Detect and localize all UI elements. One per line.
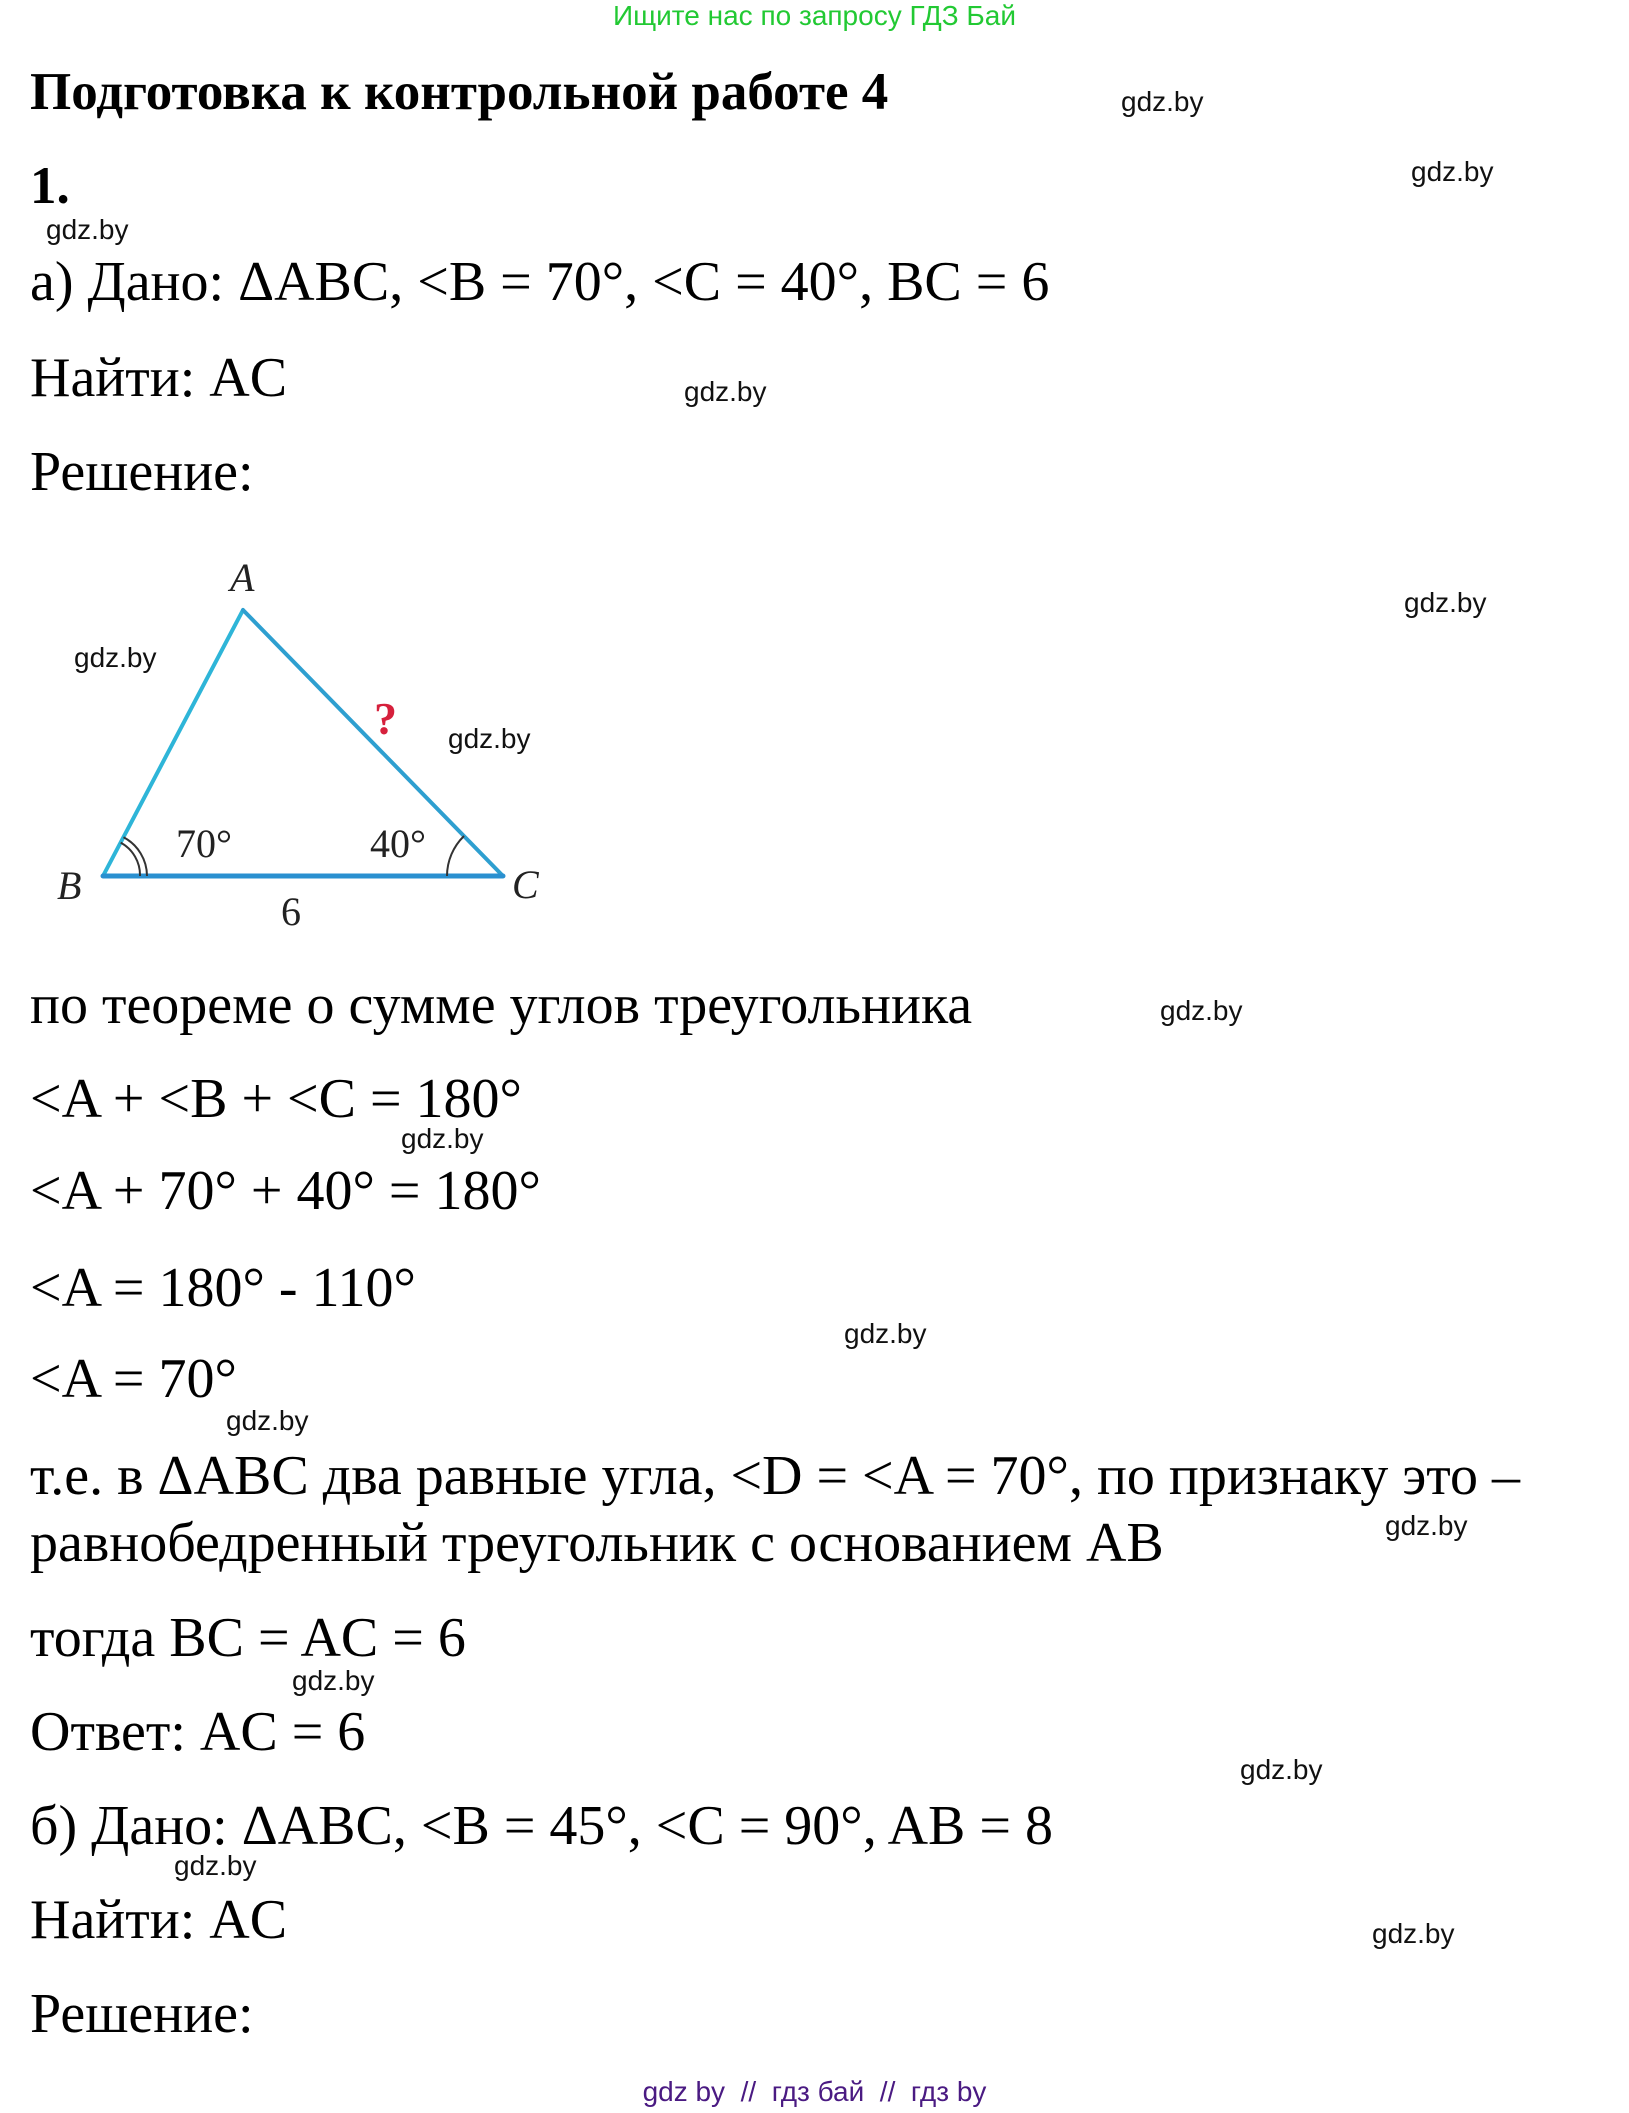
task-number: 1. (30, 157, 70, 215)
triangle-abc (103, 610, 503, 876)
watermark: gdz.by (684, 376, 767, 407)
vertex-c-label: C (512, 862, 539, 907)
watermark: gdz.by (46, 214, 129, 245)
watermark: gdz.by (844, 1318, 927, 1349)
part-a-answer: Ответ: AC = 6 (30, 1701, 366, 1763)
part-a-solution-label: Решение: (30, 441, 254, 503)
unknown-side-mark: ? (374, 693, 397, 744)
step-conclusion-line1: т.е. в ΔABC два равные угла, <D = <A = 70°, по признаку это – (30, 1445, 1520, 1507)
watermark: gdz.by (292, 1665, 375, 1696)
part-a-find: Найти: AC (30, 347, 288, 409)
footer-links: gdz by // гдз бай // гдз by (642, 2076, 987, 2107)
angle-b-arc-icon (121, 837, 147, 876)
watermark: gdz.by (401, 1123, 484, 1154)
angle-b-label: 70° (176, 821, 232, 866)
part-b-given: б) Дано: ΔABC, <B = 45°, <C = 90°, AB = 8 (30, 1795, 1053, 1857)
step-then: тогда BC = AC = 6 (30, 1607, 466, 1669)
watermark: gdz.by (174, 1850, 257, 1881)
part-b-solution-label: Решение: (30, 1983, 254, 2045)
step-angle-sum: <A + <B + <C = 180° (30, 1068, 522, 1130)
watermark: gdz.by (1372, 1918, 1455, 1949)
watermark: gdz.by (226, 1405, 309, 1436)
step-conclusion-line2: равнобедренный треугольник с основанием AB (30, 1512, 1164, 1574)
vertex-a-label: A (230, 555, 255, 600)
watermark: gdz.by (1404, 587, 1487, 618)
side-bc-label: 6 (281, 889, 301, 934)
step-angle-a-result: <A = 70° (30, 1348, 237, 1410)
search-banner: Ищите нас по запросу ГДЗ Бай (612, 0, 1017, 31)
watermark: gdz.by (1385, 1510, 1468, 1541)
watermark: gdz.by (74, 642, 157, 673)
step-substitute: <A + 70° + 40° = 180° (30, 1160, 541, 1222)
part-b-find: Найти: AC (30, 1889, 288, 1951)
watermark: gdz.by (448, 723, 531, 754)
step-theorem: по теореме о сумме углов треугольника (30, 974, 973, 1036)
angle-c-label: 40° (370, 821, 426, 866)
vertex-b-label: B (57, 863, 82, 908)
angle-c-arc-icon (447, 836, 464, 876)
watermark: gdz.by (1240, 1754, 1323, 1785)
watermark: gdz.by (1160, 995, 1243, 1026)
step-subtract: <A = 180° - 110° (30, 1257, 416, 1319)
watermark: gdz.by (1411, 156, 1494, 187)
page-title: Подготовка к контрольной работе 4 (30, 63, 889, 121)
part-a-given: а) Дано: ΔABC, <B = 70°, <C = 40°, BC = 6 (30, 251, 1050, 313)
watermark: gdz.by (1121, 86, 1204, 117)
